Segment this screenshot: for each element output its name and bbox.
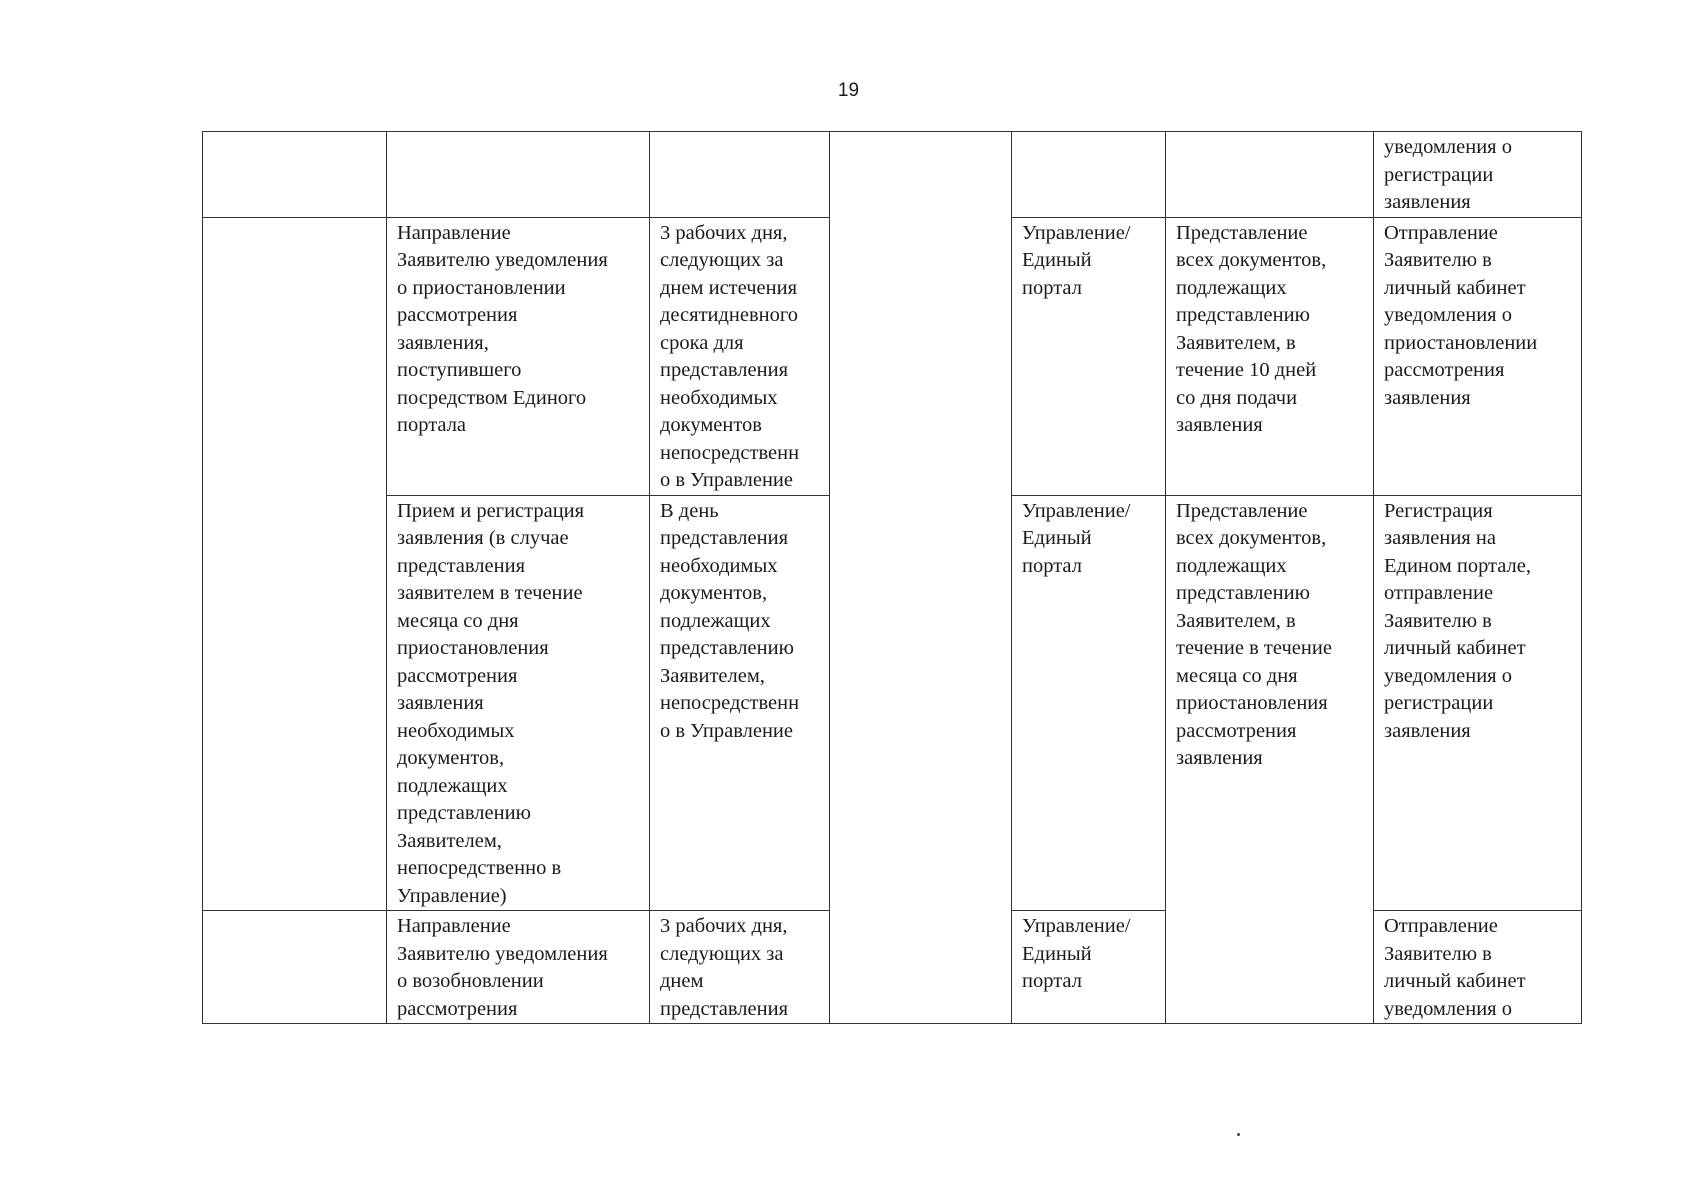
table-cell: Направление Заявителю уведомления о возобновлении рассмотрения [387,911,650,1024]
table-cell: Прием и регистрация заявления (в случае представления заявителем в течение месяца со дня приостановления рассмотрения заявления необходимых документов, подлежащих представлению Заявителем, непосредственно в Управление) [387,495,650,911]
table-cell: Регистрация заявления на Едином портале, отправление Заявителю в личный кабинет уведомления о регистрации заявления [1374,495,1582,911]
page-number: 19 [837,80,860,101]
table-cell: Направление Заявителю уведомления о приостановлении рассмотрения заявления, поступившего посредством Единого портала [387,217,650,495]
table-cell: Отправление Заявителю в личный кабинет уведомления о [1374,911,1582,1024]
table-cell [203,132,387,218]
table-cell [830,132,1012,1024]
table-cell: Представление всех документов, подлежащих представлению Заявителем, в течение 10 дней со дня подачи заявления [1166,217,1374,495]
table-cell: 3 рабочих дня, следующих за днем представления [650,911,830,1024]
table-cell: Управление/ Единый портал [1012,911,1166,1024]
table-cell: 3 рабочих дня, следующих за днем истечения десятидневного срока для представления необходимых документов непосредственн о в Управление [650,217,830,495]
scan-dot [1237,1133,1240,1136]
table-cell [387,132,650,218]
table-cell [650,132,830,218]
table-cell: уведомления о регистрации заявления [1374,132,1582,218]
table-row [203,132,1582,218]
table-cell: Управление/ Единый портал [1012,495,1166,911]
table-cell [203,911,387,1024]
table-cell: Отправление Заявителю в личный кабинет уведомления о приостановлении рассмотрения заявления [1374,217,1582,495]
table-cell [203,217,387,911]
table-cell: В день представления необходимых документов, подлежащих представлению Заявителем, непосредственн о в Управление [650,495,830,911]
table-cell [1012,132,1166,218]
table-cell: Представление всех документов, подлежащих представлению Заявителем, в течение в течение месяца со дня приостановления рассмотрения заявления [1166,495,1374,1024]
procedure-table [202,131,1582,1024]
table-cell: Управление/ Единый портал [1012,217,1166,495]
table-cell [1166,132,1374,218]
